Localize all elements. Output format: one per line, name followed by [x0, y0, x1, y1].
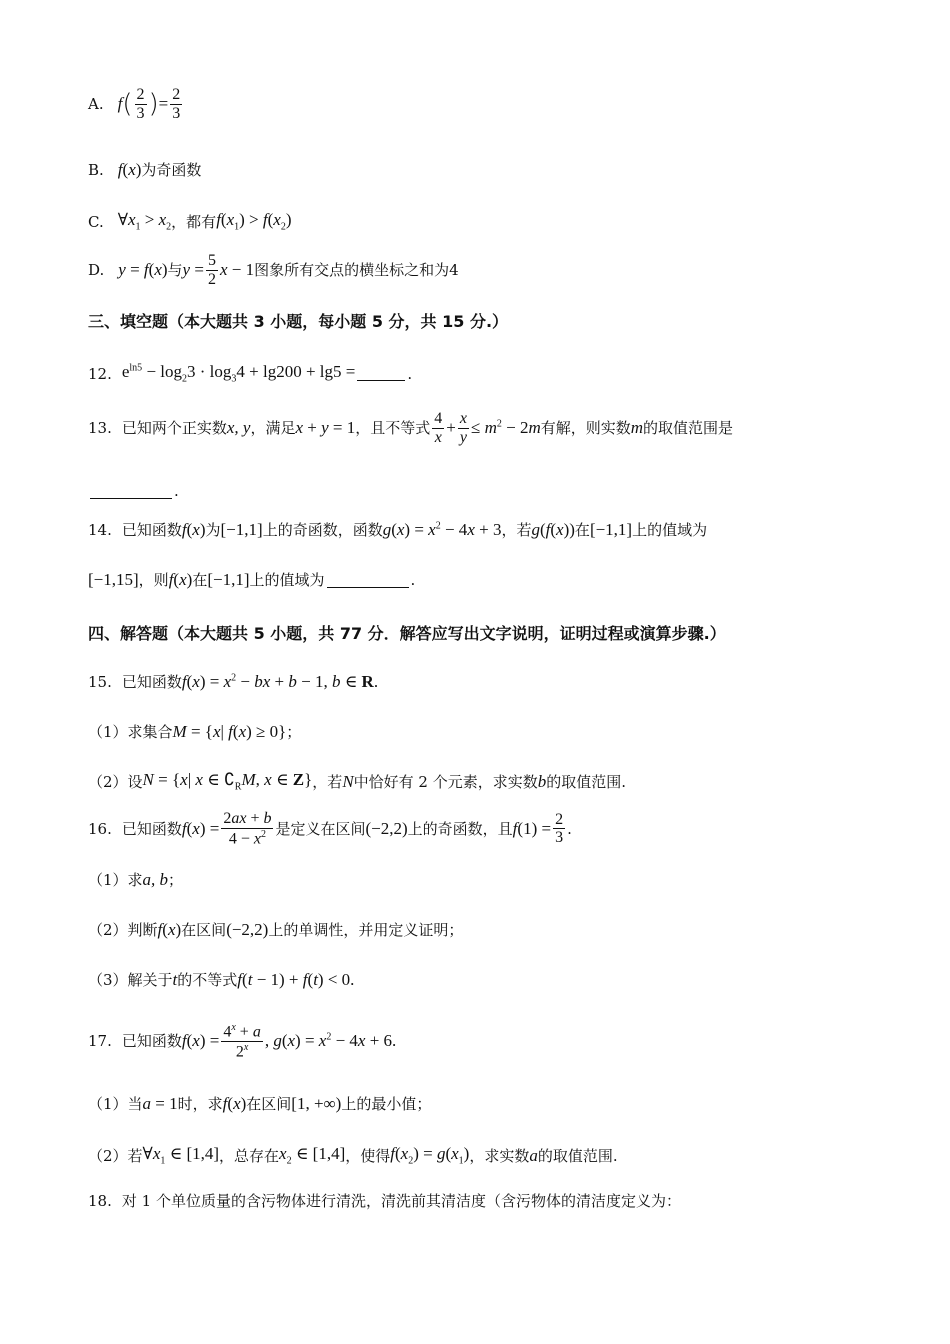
q18-number: 18.	[88, 1192, 112, 1210]
q16-part-2: （2）判断 f(x) 在区间 (−2,2) 上的单调性，并用定义证明；	[88, 920, 464, 940]
q13-answer-line: .	[88, 482, 890, 500]
q15-part-2: （2）设 N = {x| x ∈ $∁_RM$, x ∈ Z} ，若 N 中恰好有 2 个元素，求实数 b 的取值范围.	[88, 770, 627, 793]
option-c: C. $\forall x_1 > x_2$ ，都有 $f(x_1) > f(x_2)$	[88, 210, 292, 233]
q12-number: 12.	[88, 364, 112, 383]
q14-answer-blank[interactable]	[327, 573, 409, 588]
option-a: A. f ( $\frac{2}{3}$ ) = $\frac{2}{3}$	[88, 86, 181, 122]
question-16: 16. 已知函数 f(x) = $\frac{2ax + b}{4 - x^2}$ 是定义在区间 (−2,2) 上的奇函数，且 f(1) = $\frac{2}{3}$ .	[88, 810, 572, 847]
option-a-label: A.	[88, 95, 104, 114]
q17-part-1: （1）当 a = 1 时，求 f(x) 在区间 [1, +∞) 上的最小值；	[88, 1094, 432, 1114]
q13-number: 13.	[88, 419, 112, 438]
q12-answer-blank[interactable]	[357, 366, 405, 381]
option-c-label: C.	[88, 212, 104, 231]
question-12: 12. $e^{ln5} - \log_23 \cdot \log_34 + \lg 200 + \lg 5$ = .	[88, 362, 413, 385]
option-d-mid: 与	[167, 261, 183, 280]
q16-number: 16.	[88, 819, 112, 838]
option-d: D. y = f(x) 与 y = $\frac{5}{2}$ x − 1 图象所有交点的横坐标之和为4	[88, 252, 459, 288]
q15-part-1: （1）求集合 M = {x| f(x) ≥ 0} ；	[88, 722, 302, 742]
question-15: 15. 已知函数 $f(x) = x^2$ − bx + b − 1, b ∈ R.	[88, 672, 379, 692]
question-13: 13. 已知两个正实数 x, y ，满足 x + y = 1 ，且不等式 $\frac{4}{x}$ + $\frac{x}{y}$ ≤ $m^2 - 2m$ 有解，则实数 m 的取值范围是	[88, 410, 734, 446]
question-18: 18. 对 1 个单位质量的含污物体进行清洗，清洗前其清洁度（含污物体的清洁度定义为：	[88, 1192, 681, 1210]
option-b-label: B.	[88, 161, 104, 180]
q14-number: 14.	[88, 521, 112, 540]
q17-part-2: （2）若 $\forall x_1$ ∈ [1,4] ，总存在 $x_2$ ∈ [1,4] ，使得 $f(x_2) = g(x_1)$ ，求实数 a 的取值范围.	[88, 1144, 618, 1167]
section-4-heading: 四、解答题（本大题共 5 小题，共 77 分．解答应写出文字说明，证明过程或演算步骤.）	[88, 624, 726, 643]
option-b-text: 为奇函数	[141, 161, 202, 180]
question-14-cont: [−1,15] ，则 f(x) 在 [−1,1] 上的值域为 .	[88, 570, 416, 590]
option-d-label: D.	[88, 261, 105, 280]
section-3-heading: 三、填空题（本大题共 3 小题，每小题 5 分，共 15 分.）	[88, 312, 509, 331]
question-14: 14. 已知函数 f(x) 为 [−1,1] 上的奇函数，函数 $g(x) = x^2 - 4x + 3$ ，若 g(f(x)) 在 [−1,1] 上的值域为	[88, 520, 708, 540]
option-c-mid: ，都有	[171, 212, 217, 231]
q16-part-1: （1）求 a, b ；	[88, 870, 184, 890]
question-17: 17. 已知函数 f(x) = $\frac{4^x + a}{2^x}$ , $g(x) = x^2 - 4x + 6$.	[88, 1022, 397, 1061]
option-b: B. f(x) 为奇函数	[88, 160, 202, 180]
option-d-tail: 图象所有交点的横坐标之和为4	[254, 261, 459, 280]
q17-number: 17.	[88, 1032, 112, 1051]
q16-part-3: （3）解关于 t 的不等式 f(t − 1) + f(t) < 0.	[88, 970, 355, 990]
q15-number: 15.	[88, 673, 112, 692]
q13-answer-blank[interactable]	[90, 484, 172, 499]
